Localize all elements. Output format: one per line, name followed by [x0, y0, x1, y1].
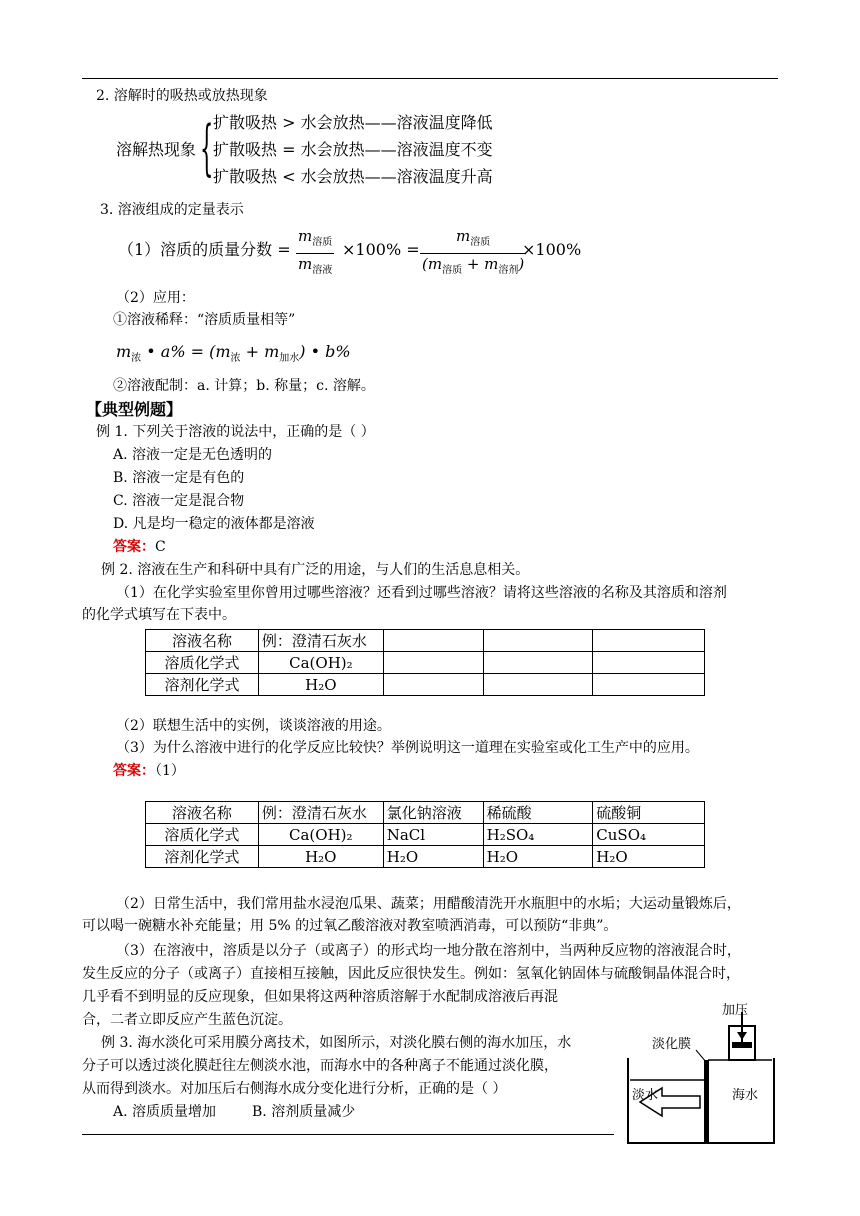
label-fresh-water: 淡水: [632, 1087, 659, 1102]
ex3-option-b: B. 溶剂质量减少: [252, 1104, 356, 1120]
times-2: ×100%: [522, 240, 582, 259]
ex3-line1: 例 3. 海水淡化可采用膜分离技术，如图所示，对淡化膜右侧的海水加压，水: [101, 1035, 572, 1051]
fraction-2: [420, 226, 526, 281]
ex1-option-b: B. 溶液一定是有色的: [113, 470, 245, 486]
frac2-den-b-sub: 溶剂: [498, 265, 519, 276]
frac1-num-sub: 溶质: [312, 237, 333, 248]
ex3-line3: 从而得到淡水。对加压后右侧海水成分变化进行分析，正确的是（ ）: [82, 1081, 507, 1097]
table-cell: 溶液名称: [146, 630, 259, 652]
ex2-q2: （2）联想生活中的实例，谈谈溶液的用途。: [116, 718, 391, 734]
ex3-line2: 分子可以透过淡化膜赶往左侧淡水池，而海水中的各种离子不能通过淡化膜，: [82, 1058, 558, 1074]
dil-mid: • a% = (m: [141, 342, 231, 361]
ex2-a3-line1: （3）在溶液中，溶质是以分子（或离子）的形式均一地分散在溶剂中，当两种反应物的溶液混合时，: [116, 943, 741, 959]
table-row: [146, 824, 705, 846]
table-cell: [383, 652, 483, 674]
formula-prefix: （1）溶质的质量分数 =: [118, 240, 291, 259]
membrane-pointer: [696, 1050, 706, 1062]
table-cell: H₂O: [383, 846, 483, 868]
heat-row-1: 扩散吸热 > 水会放热——溶液温度降低: [213, 113, 493, 132]
table-cell: 例：澄清石灰水: [258, 630, 383, 652]
ex2-answer-label: 答案：: [113, 763, 155, 779]
piston-head: [732, 1042, 752, 1048]
times-1: ×100% =: [342, 240, 420, 259]
table-cell: [593, 674, 705, 696]
table-cell: Ca(OH)₂: [258, 824, 383, 846]
solution-table-filled: [145, 801, 705, 868]
table-cell: [383, 630, 483, 652]
frac1-den-sub: 溶液: [312, 265, 333, 276]
ex1-option-a: A. 溶液一定是无色透明的: [113, 447, 273, 463]
table-cell: [383, 674, 483, 696]
desalination-svg: [624, 998, 784, 1148]
dil-sub1: 浓: [131, 353, 142, 365]
table-cell: 溶质化学式: [146, 824, 259, 846]
dil-plus: + m: [240, 342, 280, 361]
ex2-a2-line1: （2）日常生活中，我们常用盐水浸泡瓜果、蔬菜；用醋酸清洗开水瓶胆中的水垢；大运动量锻炼后，: [116, 896, 741, 912]
table-cell: 例：澄清石灰水: [258, 802, 383, 824]
ex1-option-c: C. 溶液一定是混合物: [113, 493, 245, 509]
table-cell: 溶质化学式: [146, 652, 259, 674]
table-row: [146, 652, 705, 674]
ex2-answer-tail: （1）: [155, 763, 185, 779]
table-cell: H₂SO₄: [483, 824, 593, 846]
table-cell: [593, 652, 705, 674]
label-sea-water: 海水: [732, 1087, 759, 1102]
frac2-den-c: ): [518, 255, 525, 273]
brace-symbol: {: [200, 113, 214, 183]
table-cell: 溶液名称: [146, 802, 259, 824]
ex1-question: 例 1. 下列关于溶液的说法中，正确的是（ ）: [96, 424, 375, 440]
table-cell: CuSO₄: [593, 824, 705, 846]
table-cell: H₂O: [258, 674, 383, 696]
ex2-a3-line3: 几乎看不到明显的反应现象，但如果将这两种溶质溶解于水配制成溶液后再混: [82, 989, 558, 1005]
table-cell: 稀硫酸: [483, 802, 593, 824]
table-cell: 氯化钠溶液: [383, 802, 483, 824]
ex2-q1-line1: （1）在化学实验室里你曾用过哪些溶液？还看到过哪些溶液？请将这些溶液的名称及其溶质和溶剂: [116, 585, 727, 601]
solution-table-blank: [145, 629, 705, 696]
frac1-num: m: [298, 227, 313, 245]
table-row: [146, 802, 705, 824]
frac2-num: m: [456, 227, 471, 245]
section3-heading: 3. 溶液组成的定量表示: [100, 202, 244, 218]
table-cell: [483, 652, 593, 674]
ex2-question: 例 2. 溶液在生产和科研中具有广泛的用途，与人们的生活息息相关。: [101, 562, 530, 578]
label-membrane: 淡化膜: [652, 1036, 692, 1051]
ex3-option-a: A. 溶质质量增加: [113, 1104, 217, 1120]
ex1-answer-label: 答案：: [113, 539, 155, 555]
ex2-a2-line2: 可以喝一碗糖水补充能量；用 5% 的过氧乙酸溶液对教室喷洒消毒，可以预防“非典”。: [82, 918, 618, 934]
ex2-q1-line2: 的化学式填写在下表中。: [82, 607, 236, 623]
ex1-answer-value: C: [155, 539, 166, 555]
ex1-answer: [113, 539, 166, 556]
table-cell: H₂O: [258, 846, 383, 868]
dil-end: ) • b%: [299, 342, 351, 361]
preparation-line: ②溶液配制：a. 计算；b. 称量；c. 溶解。: [113, 378, 375, 394]
ex2-a3-line4: 合，二者立即反应产生蓝色沉淀。: [82, 1012, 292, 1028]
table-cell: [483, 630, 593, 652]
table-cell: Ca(OH)₂: [258, 652, 383, 674]
dil-m1: m: [116, 342, 132, 361]
dil-sub3: 加水: [279, 353, 300, 365]
ex2-answer: [113, 763, 185, 780]
table-cell: NaCl: [383, 824, 483, 846]
heat-label: 溶解热现象: [116, 140, 197, 159]
frac1-den: m: [298, 255, 313, 273]
table-cell: H₂O: [593, 846, 705, 868]
frac2-den-b: + m: [462, 255, 499, 273]
frac2-den-a-sub: 溶质: [442, 265, 463, 276]
desalination-diagram: [624, 998, 784, 1148]
ex2-q3: （3）为什么溶液中进行的化学反应比较快？举例说明这一道理在实验室或化工生产中的应用。: [116, 740, 699, 756]
table-cell: 硫酸铜: [593, 802, 705, 824]
dilution-equation: [116, 342, 351, 365]
top-rule: [82, 78, 778, 79]
bottom-rule: [82, 1134, 614, 1135]
table-cell: 溶剂化学式: [146, 674, 259, 696]
heat-row-3: 扩散吸热 < 水会放热——溶液温度升高: [213, 167, 493, 186]
ex2-a3-line2: 发生反应的分子（或离子）直接相互接触，因此反应很快发生。例如：氢氧化钠固体与硫酸铜晶体混合时，: [82, 966, 740, 982]
label-pressure: 加压: [722, 1002, 749, 1017]
ex1-option-d: D. 凡是均一稳定的液体都是溶液: [113, 516, 315, 532]
table-cell: H₂O: [483, 846, 593, 868]
table-cell: [483, 674, 593, 696]
dilution-line: ①溶液稀释：“溶质质量相等”: [113, 312, 296, 328]
heat-row-2: 扩散吸热 = 水会放热——溶液温度不变: [213, 140, 493, 159]
fraction-1: [296, 226, 334, 281]
section2-heading: 2. 溶解时的吸热或放热现象: [96, 88, 268, 104]
table-cell: 溶剂化学式: [146, 846, 259, 868]
table-row: [146, 674, 705, 696]
typical-title: 【典型例题】: [86, 400, 183, 419]
frac2-num-sub: 溶质: [470, 237, 491, 248]
membrane: [704, 1060, 709, 1143]
table-cell: [593, 630, 705, 652]
application-title: （2）应用：: [116, 290, 195, 306]
dil-sub2: 浓: [230, 353, 241, 365]
frac2-den-a: (m: [422, 255, 443, 273]
table-row: [146, 846, 705, 868]
table-row: [146, 630, 705, 652]
